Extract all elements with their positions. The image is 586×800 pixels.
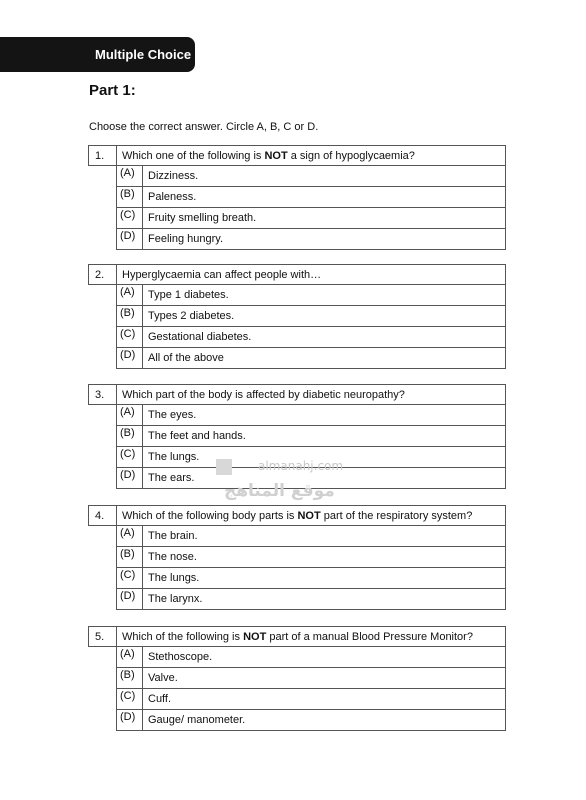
question-text bbox=[117, 265, 506, 285]
option-letter[interactable]: (B) bbox=[117, 668, 143, 689]
option-row bbox=[89, 668, 506, 689]
question-text-after: part of the respiratory system? bbox=[320, 509, 473, 522]
option-spacer bbox=[89, 526, 117, 547]
option-text[interactable]: Fruity smelling breath. bbox=[143, 208, 506, 229]
option-row bbox=[89, 447, 506, 468]
option-text[interactable]: The larynx. bbox=[143, 589, 506, 610]
option-row bbox=[89, 166, 506, 187]
option-row bbox=[89, 547, 506, 568]
option-text[interactable]: Paleness. bbox=[143, 187, 506, 208]
question-emphasis: NOT bbox=[243, 630, 267, 643]
option-text[interactable]: Type 1 diabetes. bbox=[143, 285, 506, 306]
question-header-row bbox=[89, 385, 506, 405]
watermark-arabic: موقع المناهج bbox=[224, 481, 335, 501]
option-text[interactable]: The ears. bbox=[143, 468, 506, 489]
option-text[interactable]: Cuff. bbox=[143, 689, 506, 710]
question-text-before: Which one of the following is bbox=[122, 149, 265, 162]
option-spacer bbox=[89, 208, 117, 229]
option-spacer bbox=[89, 166, 117, 187]
option-letter[interactable]: (D) bbox=[117, 229, 143, 250]
option-spacer bbox=[89, 589, 117, 610]
option-spacer bbox=[89, 426, 117, 447]
question-header-row bbox=[89, 506, 506, 526]
option-spacer bbox=[89, 187, 117, 208]
option-row bbox=[89, 285, 506, 306]
option-row bbox=[89, 589, 506, 610]
option-letter[interactable]: (B) bbox=[117, 306, 143, 327]
question-text-after: a sign of hypoglycaemia? bbox=[287, 149, 415, 162]
option-letter[interactable]: (D) bbox=[117, 710, 143, 731]
option-spacer bbox=[89, 348, 117, 369]
option-letter[interactable]: (A) bbox=[117, 285, 143, 306]
question-text bbox=[117, 506, 506, 526]
option-letter[interactable]: (D) bbox=[117, 468, 143, 489]
option-spacer bbox=[89, 327, 117, 348]
option-row bbox=[89, 187, 506, 208]
option-spacer bbox=[89, 306, 117, 327]
option-row bbox=[89, 526, 506, 547]
option-letter[interactable]: (D) bbox=[117, 589, 143, 610]
option-text[interactable]: Dizziness. bbox=[143, 166, 506, 187]
instructions: Choose the correct answer. Circle A, B, C or D. bbox=[89, 121, 319, 133]
question-text bbox=[117, 627, 506, 647]
option-spacer bbox=[89, 447, 117, 468]
option-letter[interactable]: (D) bbox=[117, 348, 143, 369]
option-text[interactable]: The eyes. bbox=[143, 405, 506, 426]
option-text[interactable]: The lungs. bbox=[143, 447, 506, 468]
option-letter[interactable]: (C) bbox=[117, 568, 143, 589]
option-row bbox=[89, 468, 506, 489]
option-text[interactable]: Feeling hungry. bbox=[143, 229, 506, 250]
option-spacer bbox=[89, 285, 117, 306]
option-text[interactable]: The feet and hands. bbox=[143, 426, 506, 447]
option-text[interactable]: The brain. bbox=[143, 526, 506, 547]
option-letter[interactable]: (A) bbox=[117, 526, 143, 547]
option-letter[interactable]: (C) bbox=[117, 689, 143, 710]
question-text bbox=[117, 146, 506, 166]
question-3 bbox=[88, 384, 506, 489]
option-spacer bbox=[89, 647, 117, 668]
question-emphasis: NOT bbox=[264, 149, 288, 162]
question-5 bbox=[88, 626, 506, 731]
question-text-before: Which part of the body is affected by diabetic neuropathy? bbox=[122, 388, 405, 401]
question-text-before: Which of the following is bbox=[122, 630, 244, 643]
question-2 bbox=[88, 264, 506, 369]
option-row bbox=[89, 710, 506, 731]
option-letter[interactable]: (B) bbox=[117, 426, 143, 447]
option-spacer bbox=[89, 689, 117, 710]
option-row bbox=[89, 229, 506, 250]
question-number: 4. bbox=[89, 506, 117, 526]
option-spacer bbox=[89, 547, 117, 568]
question-text-before: Which of the following body parts is bbox=[122, 509, 298, 522]
option-letter[interactable]: (A) bbox=[117, 405, 143, 426]
question-number: 1. bbox=[89, 146, 117, 166]
option-text[interactable]: The lungs. bbox=[143, 568, 506, 589]
option-spacer bbox=[89, 568, 117, 589]
option-spacer bbox=[89, 710, 117, 731]
question-number: 5. bbox=[89, 627, 117, 647]
option-spacer bbox=[89, 229, 117, 250]
question-number: 2. bbox=[89, 265, 117, 285]
option-letter[interactable]: (C) bbox=[117, 327, 143, 348]
option-text[interactable]: Types 2 diabetes. bbox=[143, 306, 506, 327]
option-letter[interactable]: (C) bbox=[117, 208, 143, 229]
option-text[interactable]: Stethoscope. bbox=[143, 647, 506, 668]
option-text[interactable]: Valve. bbox=[143, 668, 506, 689]
question-number: 3. bbox=[89, 385, 117, 405]
option-letter[interactable]: (A) bbox=[117, 166, 143, 187]
question-header-row bbox=[89, 627, 506, 647]
option-row bbox=[89, 208, 506, 229]
option-text[interactable]: The nose. bbox=[143, 547, 506, 568]
question-1 bbox=[88, 145, 506, 250]
question-text-after: part of a manual Blood Pressure Monitor? bbox=[266, 630, 473, 643]
option-text[interactable]: Gestational diabetes. bbox=[143, 327, 506, 348]
question-text-before: Hyperglycaemia can affect people with… bbox=[122, 268, 322, 281]
question-header-row bbox=[89, 146, 506, 166]
watermark-site: almanahj.com bbox=[258, 459, 344, 473]
part-title: Part 1: bbox=[89, 82, 136, 99]
section-header-tab bbox=[0, 37, 195, 72]
option-row bbox=[89, 348, 506, 369]
option-letter[interactable]: (B) bbox=[117, 187, 143, 208]
option-spacer bbox=[89, 668, 117, 689]
option-spacer bbox=[89, 405, 117, 426]
question-4 bbox=[88, 505, 506, 610]
option-row bbox=[89, 647, 506, 668]
question-header-row bbox=[89, 265, 506, 285]
option-row bbox=[89, 568, 506, 589]
option-text[interactable]: Gauge/ manometer. bbox=[143, 710, 506, 731]
option-text[interactable]: All of the above bbox=[143, 348, 506, 369]
option-row bbox=[89, 426, 506, 447]
option-row bbox=[89, 306, 506, 327]
question-text bbox=[117, 385, 506, 405]
option-letter[interactable]: (C) bbox=[117, 447, 143, 468]
option-row bbox=[89, 327, 506, 348]
option-row bbox=[89, 689, 506, 710]
option-row bbox=[89, 405, 506, 426]
question-emphasis: NOT bbox=[297, 509, 321, 522]
option-spacer bbox=[89, 468, 117, 489]
option-letter[interactable]: (A) bbox=[117, 647, 143, 668]
option-letter[interactable]: (B) bbox=[117, 547, 143, 568]
section-header-label: Multiple Choice bbox=[95, 47, 192, 62]
